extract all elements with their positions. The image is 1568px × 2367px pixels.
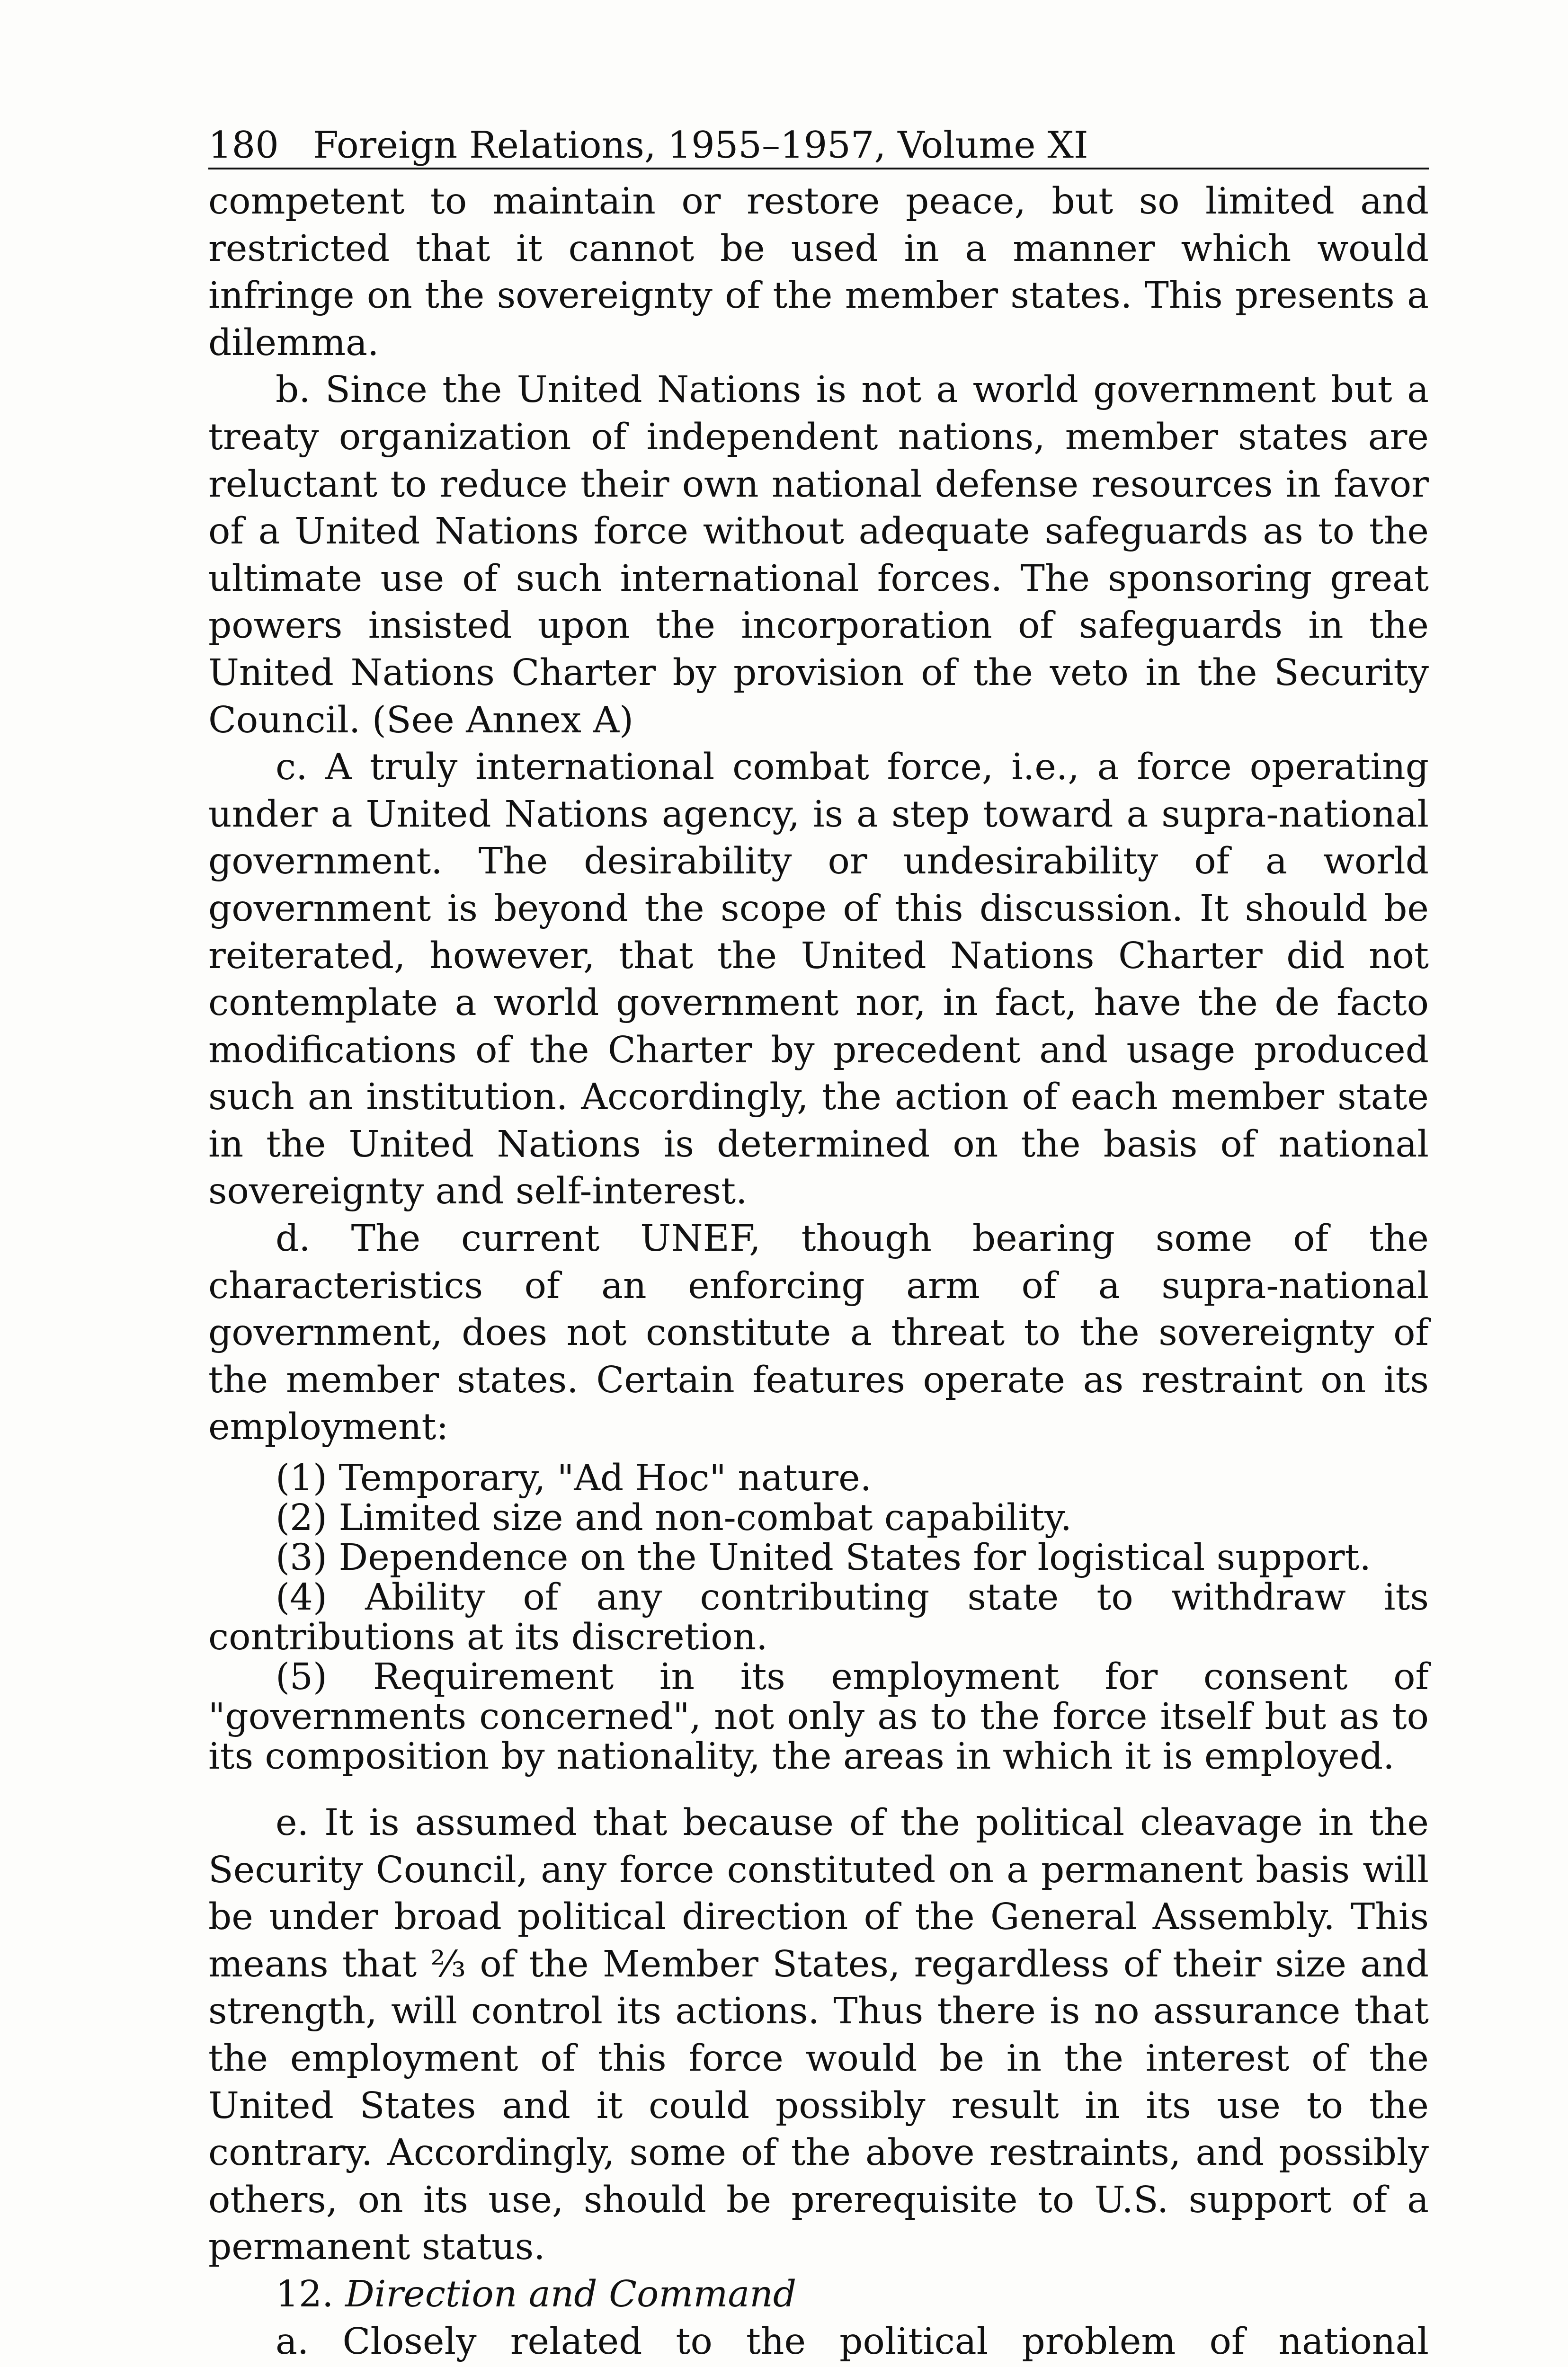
section-number: 12. (276, 2273, 334, 2315)
paragraph-e: e. It is assumed that because of the political cleavage in the Security Council, any force constituted on a permanent basis will be under broad political direction of the General Assembly. This means that ⅔ of the Member States, regardless of their size and strength, will control its actions. Thus there is no assurance that the employment of this force would be in the interest of the United States and it could possibly result in its use to the contrary. Accordingly, some of the above restraints, and possibly others, on its use, should be prerequisite to U.S. support of a permanent status. (208, 1802, 1429, 2269)
section-title: Direction and Command (345, 2273, 797, 2315)
section-heading (208, 2271, 1429, 2318)
document-page (208, 123, 1429, 2367)
paragraph-12a: a. Closely related to the political problem of national (276, 2320, 1429, 2363)
paragraph-d: d. The current UNEF, though bearing some of the characteristics of an enforcing arm of a supra-national government, does not constitute a threat to the sovereignty of the member states. Certain features operate as restraint on its employment: (208, 1218, 1429, 1449)
list-item: (2) Limited size and non-combat capability. (276, 1497, 1072, 1539)
running-header (208, 123, 1429, 169)
list-item: (4) Ability of any contributing state to withdraw its contributions at its discretion. (208, 1576, 1429, 1659)
restraints-list (208, 1459, 1429, 1777)
list-item: (1) Temporary, "Ad Hoc" nature. (276, 1457, 872, 1500)
page-number: 180 (208, 124, 279, 167)
list-item: (5) Requirement in its employment for consent of "governments concerned", not only as to the force itself but as to its composition by nationality, the areas in which it is employed. (208, 1656, 1429, 1778)
paragraph-b: b. Since the United Nations is not a world government but a treaty organization of independent nations, member states are reluctant to reduce their own national defense resources in favor of a United Nations force without adequate safeguards as to the ultimate use of such international forces. The sponsoring great powers insisted upon the incorporation of safeguards in the United Nations Charter by provision of the veto in the Security Council. (See Annex A) (208, 369, 1429, 741)
running-title: Foreign Relations, 1955–1957, Volume XI (312, 124, 1088, 167)
text-body (208, 178, 1429, 2367)
paragraph-continuation: competent to maintain or restore peace, but so limited and restricted that it cannot be used in a manner which would infringe on the sovereignty of the member states. This presents a dilemma. (208, 180, 1429, 364)
list-item: (3) Dependence on the United States for logistical support. (276, 1537, 1371, 1579)
paragraph-c: c. A truly international combat force, i.e., a force operating under a United Nations agency, is a step toward a supra-national government. The desirability or undesirability of a world government is beyond the scope of this discussion. It should be reiterated, however, that the United Nations Charter did not contemplate a world government nor, in fact, have the de facto modifications of the Charter by precedent and usage produced such an institution. Accordingly, the action of each member state in the United Nations is determined on the basis of national sovereignty and self-interest. (208, 746, 1429, 1213)
